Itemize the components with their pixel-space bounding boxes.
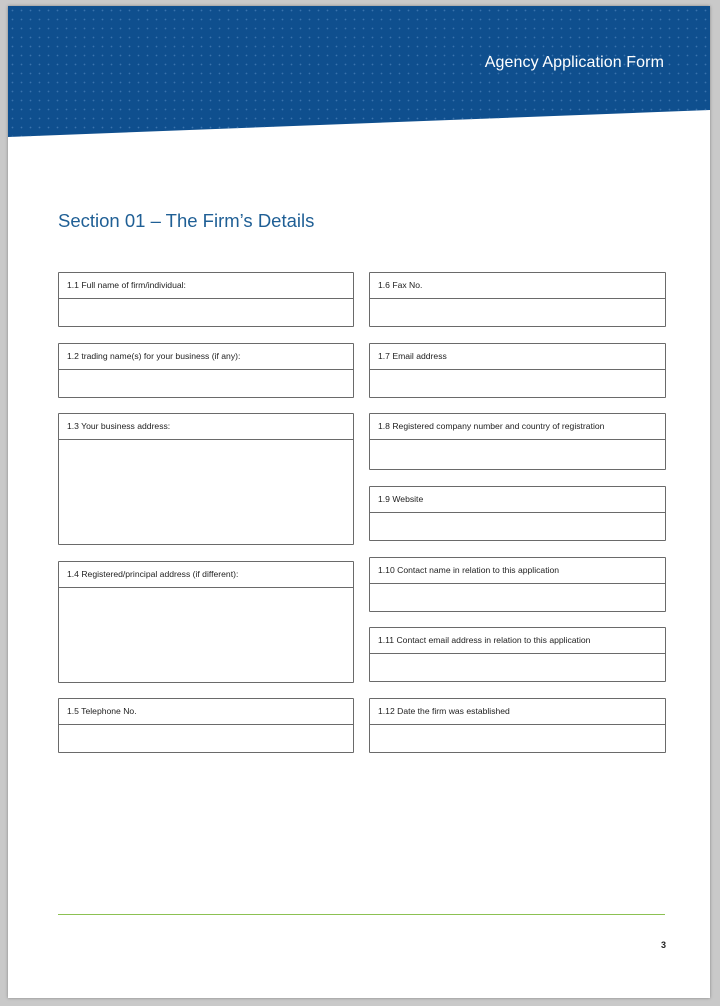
field-registered-address [58, 561, 354, 683]
field-contact-name [369, 557, 666, 612]
field-date-established [369, 698, 666, 753]
contact-name-input[interactable] [370, 584, 665, 611]
field-label: 1.7 Email address [370, 344, 665, 370]
telephone-input[interactable] [59, 725, 353, 752]
field-trading-name [58, 343, 354, 398]
field-full-name [58, 272, 354, 327]
field-email [369, 343, 666, 398]
page-number: 3 [660, 940, 666, 950]
header-band [8, 6, 710, 141]
field-company-number [369, 413, 666, 470]
field-contact-email [369, 627, 666, 682]
field-label: 1.5 Telephone No. [59, 699, 353, 725]
section-title: Section 01 – The Firm’s Details [58, 210, 315, 231]
field-website [369, 486, 666, 541]
field-telephone [58, 698, 354, 753]
email-input[interactable] [370, 370, 665, 397]
field-label: 1.9 Website [370, 487, 665, 513]
fax-input[interactable] [370, 299, 665, 326]
field-label: 1.12 Date the firm was established [370, 699, 665, 725]
footer-rule [58, 914, 665, 915]
trading-name-input[interactable] [59, 370, 353, 397]
document-page [8, 6, 710, 998]
field-business-address [58, 413, 354, 545]
field-label: 1.1 Full name of firm/individual: [59, 273, 353, 299]
field-label: 1.10 Contact name in relation to this application [370, 558, 665, 584]
company-number-input[interactable] [370, 440, 665, 469]
field-label: 1.11 Contact email address in relation to this application [370, 628, 665, 654]
registered-address-input[interactable] [59, 588, 353, 682]
contact-email-input[interactable] [370, 654, 665, 681]
field-fax [369, 272, 666, 327]
field-label: 1.6 Fax No. [370, 273, 665, 299]
full-name-input[interactable] [59, 299, 353, 326]
field-label: 1.4 Registered/principal address (if different): [59, 562, 353, 588]
date-established-input[interactable] [370, 725, 665, 752]
field-label: 1.3 Your business address: [59, 414, 353, 440]
field-label: 1.2 trading name(s) for your business (if any): [59, 344, 353, 370]
website-input[interactable] [370, 513, 665, 540]
business-address-input[interactable] [59, 440, 353, 544]
form-title: Agency Application Form [484, 54, 664, 71]
field-label: 1.8 Registered company number and country of registration [370, 414, 665, 440]
